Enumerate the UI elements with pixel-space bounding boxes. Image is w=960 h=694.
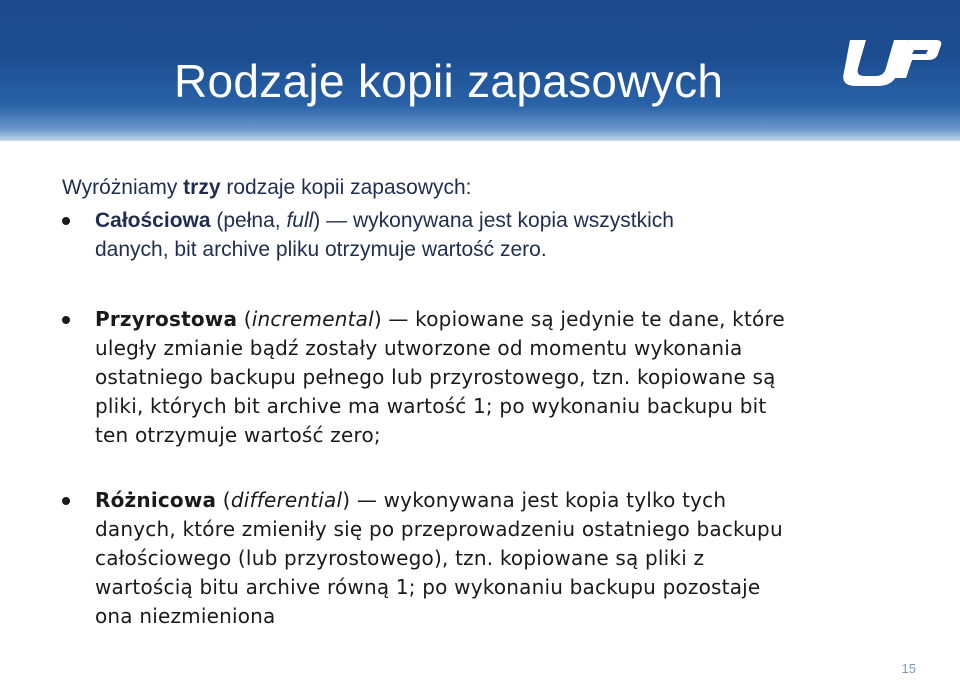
bullet-2-line-5: ten otrzymuje wartość zero; bbox=[95, 423, 381, 447]
bullet-3-line-3: całościowego (lub przyrostowego), tzn. kopiowane są pliki z bbox=[95, 546, 705, 570]
bullet-icon bbox=[62, 497, 70, 505]
bullet-icon bbox=[62, 316, 70, 324]
bullet-2-line-2: uległy zmianie bądź zostały utworzone od momentu wykonania bbox=[95, 336, 743, 360]
slide-title: Rodzaje kopii zapasowych bbox=[174, 55, 724, 107]
bullet-3-line-1: Różnicowa (differential) — wykonywana jest kopia tylko tych bbox=[95, 488, 727, 512]
bullet-2-line-1: Przyrostowa (incremental) — kopiowane są jedynie te dane, które bbox=[95, 307, 785, 331]
bullet-2-line-4: pliki, których bit archive ma wartość 1; po wykonaniu backupu bit bbox=[95, 394, 767, 418]
term-incremental: Przyrostowa bbox=[95, 307, 238, 331]
intro-text: Wyróżniamy trzy rodzaje kopii zapasowych: bbox=[62, 176, 472, 199]
bullet-1-line-2: danych, bit archive pliku otrzymuje wartość zero. bbox=[95, 238, 547, 261]
term-differential: Różnicowa bbox=[95, 488, 217, 512]
bullet-2-line-3: ostatniego backupu pełnego lub przyrostowego, tzn. kopiowane są bbox=[95, 365, 776, 389]
bullet-icon bbox=[62, 217, 70, 225]
intro-bold-count: trzy bbox=[183, 176, 221, 199]
bullet-3-line-5: ona niezmieniona bbox=[95, 604, 276, 628]
term-full: Całościowa bbox=[95, 209, 211, 232]
bullet-3-line-2: danych, które zmieniły się po przeprowadzeniu ostatniego backupu bbox=[95, 517, 783, 541]
page-number: 15 bbox=[901, 661, 916, 676]
bullet-1-line-1: Całościowa (pełna, full) — wykonywana jest kopia wszystkich bbox=[95, 209, 674, 232]
bullet-3-line-4: wartością bitu archive równą 1; po wykonaniu backupu pozostaje bbox=[95, 575, 761, 599]
